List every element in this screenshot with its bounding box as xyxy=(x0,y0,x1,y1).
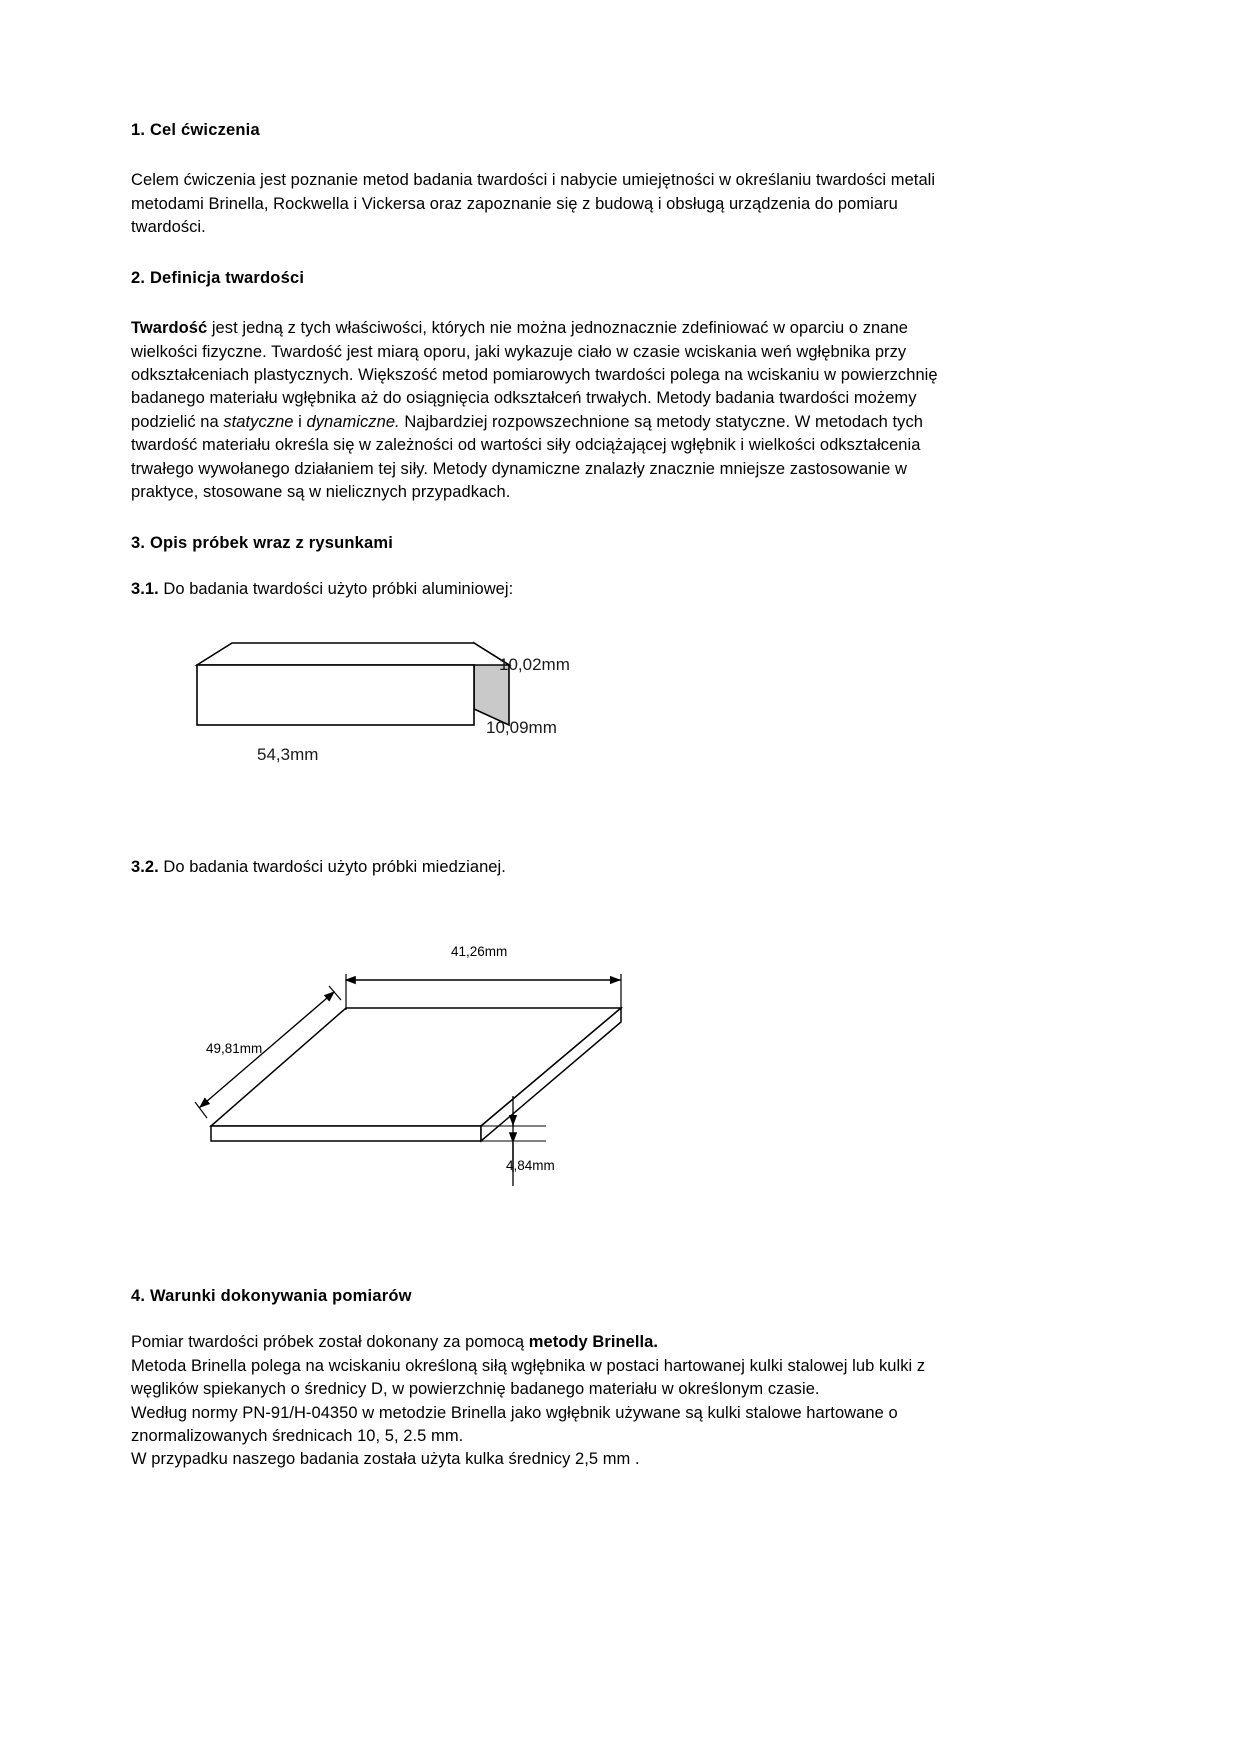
paragraph-section-4-line-2: Metoda Brinella polega na wciskaniu określoną siłą wgłębnika w postaci hartowanej kulki stalowej lub kulki z węglików spiekanych o średnicy D, w powierzchnię badanego materiału w określonym czasie. xyxy=(131,1356,926,1399)
section-4-line1-b: metody Brinella. xyxy=(528,1333,658,1352)
heading-section-1: 1. Cel ćwiczenia xyxy=(131,121,260,139)
copper-side-label: 49,81mm xyxy=(206,1040,263,1056)
paragraph-section-2-italic-1: statyczne xyxy=(223,412,294,431)
paragraph-section-2-body: jest jedną z tych właściwości, których nie można jednoznacznie zdefiniować w oparciu o znane wielkości fizyczne. Twardość jest miarą oporu, jaki wykazuje ciało w czasie wciskania weń wgłębnika przy odkształceniach plastycznych. Większość metod pomiarowych twardości polega na wciskaniu w powierzchnię badanego materiału wgłębnika aż do osiągnięcia odkształceń trwałych. Metody badania twardości możemy podzielić na xyxy=(131,319,938,431)
text-3-2: Do badania twardości użyto próbki miedzianej. xyxy=(158,858,506,877)
paragraph-section-2-lead: Twardość xyxy=(131,319,208,338)
heading-section-2: 2. Definicja twardości xyxy=(131,268,305,287)
aluminium-cuboid-drawing xyxy=(191,625,591,785)
paragraph-section-2-tail: Najbardziej rozpowszechnione są metody statyczne. W metodach tych twardość materiału określa się w zależności od wartości siły odciążającej wgłębnik i wielkości odkształcenia trwałego wywołanego działaniem tej siły. Metody dynamiczne znalazły znacznie mniejsze zastosowanie w praktyce, stosowane są w nielicznych przypadkach. xyxy=(131,412,923,502)
paragraph-section-1: Celem ćwiczenia jest poznanie metod badania twardości i nabycie umiejętności w określaniu twardości metali metodami Brinella, Rockwella i Vickersa oraz zapoznanie się z budową i obsługą urządzenia do pomiaru twardości. xyxy=(131,171,936,237)
heading-section-3: 3. Opis próbek wraz z rysunkami xyxy=(131,533,394,552)
paragraph-section-3-2 xyxy=(131,856,961,879)
aluminium-width-label: 54,3mm xyxy=(257,745,319,765)
paragraph-section-4-line-3: Według normy PN-91/H-04350 w metodzie Brinella jako wgłębnik używane są kulki stalowe hartowane o znormalizowanych średnicach 10, 5, 2.5 mm. xyxy=(131,1403,898,1445)
label-3-1: 3.1. xyxy=(131,579,159,598)
figure-aluminium-sample xyxy=(131,625,961,810)
section-4-line1-a: Pomiar twardości próbek został dokonany za pomocą xyxy=(131,1333,529,1352)
paragraph-section-3-1 xyxy=(131,578,961,601)
document-content xyxy=(131,120,961,1472)
copper-top-label: 41,26mm xyxy=(451,943,508,959)
paragraph-section-4-line-1 xyxy=(131,1331,961,1354)
aluminium-height-label: 10,02mm xyxy=(499,655,570,675)
label-3-2: 3.2. xyxy=(131,858,159,877)
aluminium-depth-label: 10,09mm xyxy=(486,718,557,738)
paragraph-section-2-mid: i xyxy=(293,412,307,431)
figure-copper-sample xyxy=(131,936,961,1246)
paragraph-section-2 xyxy=(131,317,961,504)
heading-section-4: 4. Warunki dokonywania pomiarów xyxy=(131,1286,412,1305)
copper-plate-drawing xyxy=(191,936,691,1226)
paragraph-section-4-line-4: W przypadku naszego badania została użyta kulka średnicy 2,5 mm . xyxy=(131,1450,640,1469)
copper-thickness-label: 4,84mm xyxy=(506,1157,555,1173)
text-3-1: Do badania twardości użyto próbki aluminiowej: xyxy=(158,579,514,598)
paragraph-section-2-italic-2: dynamiczne. xyxy=(306,412,400,431)
